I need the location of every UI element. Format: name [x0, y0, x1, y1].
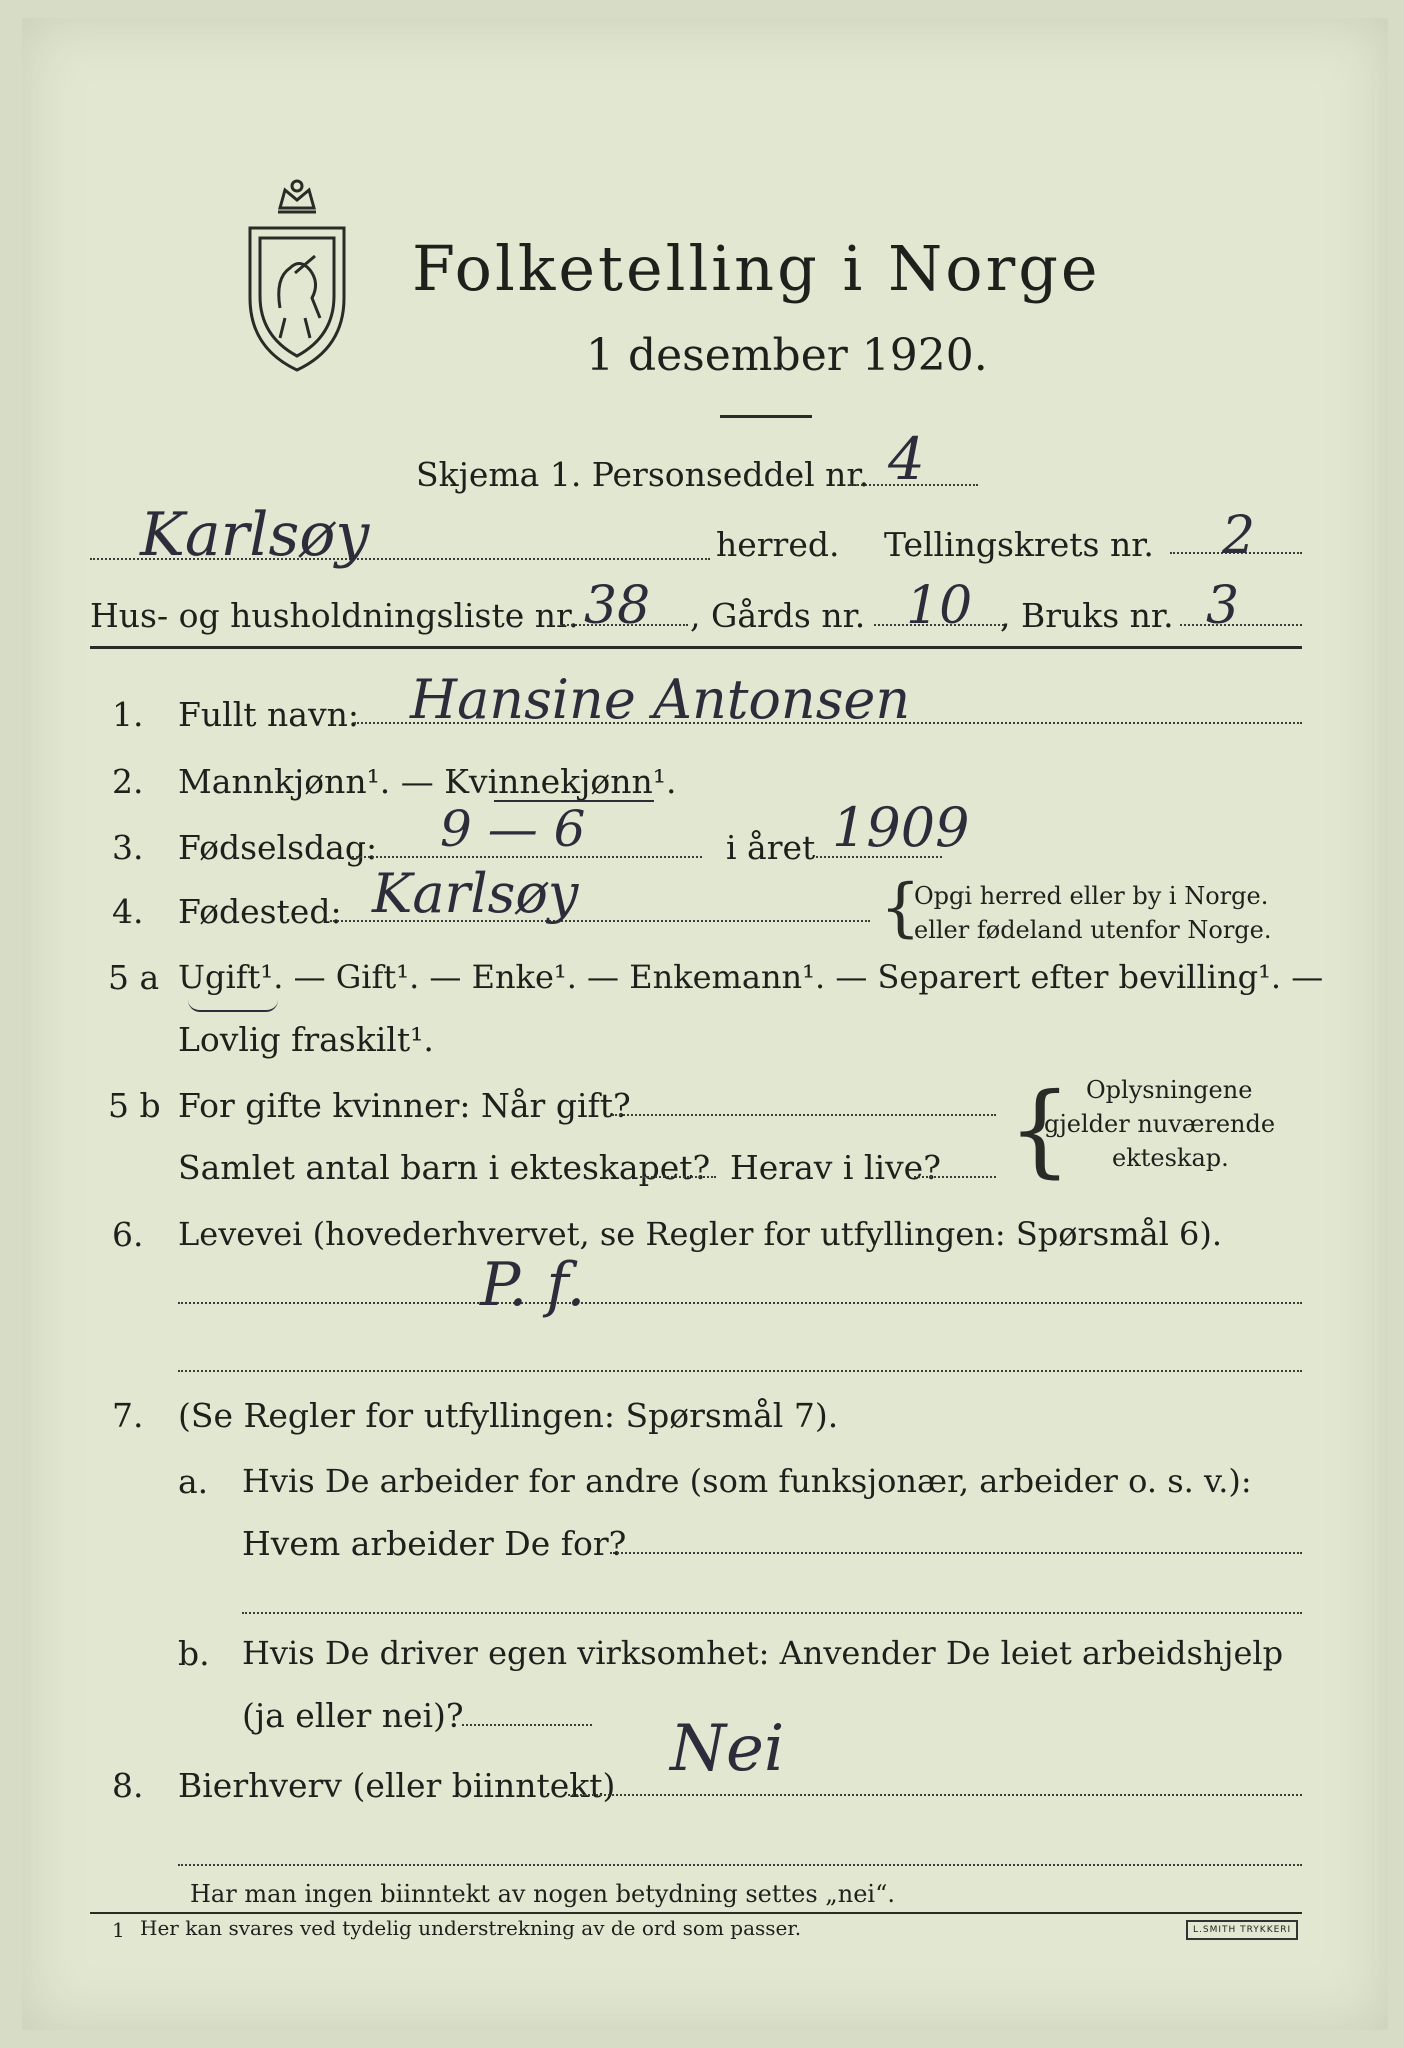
tellingskrets-label: Tellingskrets nr.	[884, 525, 1154, 564]
q4-note-1: Opgi herred eller by i Norge.	[914, 882, 1269, 910]
q5b-line-2b: Herav i live?	[730, 1148, 941, 1187]
herred-value: Karlsøy	[140, 500, 370, 570]
tellingskrets-value: 2	[1222, 506, 1256, 566]
q5b-gift-line	[612, 1114, 996, 1116]
footer-divider	[90, 1912, 1302, 1914]
q4-label: Fødested:	[178, 892, 342, 931]
q5b-brace: {	[1008, 1071, 1072, 1188]
q6-line-2	[178, 1370, 1302, 1372]
q5a-number: 5 a	[108, 958, 160, 997]
q6-line-1	[178, 1302, 1302, 1304]
q5b-note-2: gjelder nuværende	[1044, 1110, 1276, 1138]
q5b-note-1: Oplysningene	[1086, 1076, 1253, 1104]
q5a-line-2: Lovlig fraskilt¹.	[178, 1020, 434, 1059]
q7a-line-1: Hvis De arbeider for andre (som funksjonær, arbeider o. s. v.):	[242, 1462, 1252, 1500]
footnote-mark: 1	[112, 1918, 125, 1942]
footnote-text: Her kan svares ved tydelig understrekning av de ord som passer.	[140, 1916, 802, 1940]
census-date: 1 desember 1920.	[586, 330, 988, 381]
q3-year-label: i året	[726, 828, 816, 867]
q7b-line	[462, 1724, 592, 1726]
q5b-line-1: For gifte kvinner: Når gift?	[178, 1086, 631, 1125]
bruks-line	[1180, 624, 1302, 626]
q8-label: Bierhverv (eller biinntekt)	[178, 1766, 616, 1805]
bruks-label: , Bruks nr.	[1000, 596, 1174, 635]
q5b-live-line	[914, 1176, 996, 1178]
bruks-value: 3	[1206, 576, 1240, 636]
occupation-value: P. f.	[480, 1250, 586, 1320]
birthplace-value: Karlsøy	[372, 862, 579, 925]
q5b-note-3: ekteskap.	[1112, 1144, 1229, 1172]
q7a-line-extra	[242, 1612, 1302, 1614]
birthdate-value: 9 — 6	[440, 800, 586, 858]
ugift-underline	[188, 1000, 278, 1012]
herred-label: herred.	[716, 525, 840, 564]
q5b-barn-line	[640, 1176, 716, 1178]
q8-line-2	[178, 1864, 1302, 1866]
q2-label: Mannkjønn¹. — Kvinnekjønn¹.	[178, 762, 677, 801]
gards-label: , Gårds nr.	[690, 596, 866, 635]
q6-number: 6.	[112, 1215, 144, 1254]
coat-of-arms-icon	[240, 178, 355, 378]
husliste-value: 38	[584, 576, 651, 636]
q6-label: Levevei (hovederhvervet, se Regler for utfyllingen: Spørsmål 6).	[178, 1215, 1223, 1253]
printer-stamp: L.SMITH TRYKKERI	[1186, 1920, 1298, 1940]
q4-number: 4.	[112, 892, 144, 931]
q7a-line-2: Hvem arbeider De for?	[242, 1524, 627, 1563]
q4-note-2: eller fødeland utenfor Norge.	[914, 916, 1272, 944]
q1-number: 1.	[112, 695, 144, 734]
form-title: Folketelling i Norge	[412, 232, 1101, 305]
title-divider	[720, 415, 812, 418]
q4-brace: {	[880, 871, 921, 945]
q7-number: 7.	[112, 1396, 144, 1435]
q7-label: (Se Regler for utfyllingen: Spørsmål 7).	[178, 1396, 839, 1435]
side-income-value: Nei	[670, 1712, 785, 1786]
no-income-note: Har man ingen biinntekt av nogen betydning settes „nei“.	[190, 1880, 895, 1908]
q2-number: 2.	[112, 762, 144, 801]
q5b-number: 5 b	[108, 1086, 161, 1125]
husliste-label: Hus- og husholdningsliste nr.	[90, 596, 579, 635]
skjema-value: 4	[888, 425, 925, 493]
gards-value: 10	[906, 576, 973, 636]
q7b-line-1: Hvis De driver egen virksomhet: Anvender De leiet arbeidshjelp	[242, 1634, 1284, 1672]
q3-number: 3.	[112, 828, 144, 867]
birthyear-value: 1909	[832, 796, 970, 859]
q1-label: Fullt navn:	[178, 695, 359, 734]
q7b-line-2: (ja eller nei)?	[242, 1696, 464, 1735]
q7a-number: a.	[178, 1462, 209, 1501]
q8-line	[568, 1794, 1302, 1796]
header-divider	[90, 646, 1302, 649]
q5b-line-2a: Samlet antal barn i ekteskapet?	[178, 1148, 711, 1187]
q7a-line	[610, 1552, 1302, 1554]
q3-label: Fødselsdag:	[178, 828, 378, 867]
q5a-line-1: Ugift¹. — Gift¹. — Enke¹. — Enkemann¹. — Separert efter bevilling¹. —	[178, 958, 1324, 996]
q8-number: 8.	[112, 1766, 144, 1805]
q7b-number: b.	[178, 1634, 210, 1673]
full-name-value: Hansine Antonsen	[410, 668, 911, 731]
skjema-label: Skjema 1. Personseddel nr.	[416, 455, 870, 494]
